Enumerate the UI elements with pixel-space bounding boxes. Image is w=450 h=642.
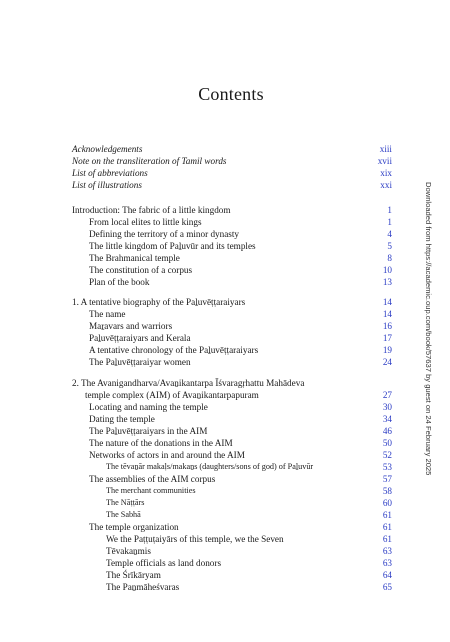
page-title: Contents — [198, 84, 264, 104]
toc-entry-label: Defining the territory of a minor dynasty — [89, 229, 240, 239]
toc-entry-label: A tentative chronology of the Paḻuvēṭṭaraiyars — [89, 345, 259, 355]
toc-entry[interactable] — [0, 167, 450, 179]
toc-entry[interactable] — [0, 240, 450, 252]
toc-entry[interactable] — [0, 473, 450, 485]
toc-entry-page[interactable]: 63 — [382, 546, 392, 556]
toc-entry-label: temple complex (AIM) of Avaṉikantarpapuram — [85, 390, 259, 400]
toc-entry-page[interactable]: 1 — [387, 217, 392, 227]
toc-entry-page[interactable]: 65 — [382, 582, 392, 592]
toc-entry[interactable] — [0, 485, 450, 497]
toc-entry[interactable] — [0, 143, 450, 155]
toc-entry[interactable] — [0, 533, 450, 545]
toc-entry[interactable] — [0, 389, 450, 401]
toc-entry[interactable] — [0, 449, 450, 461]
download-watermark — [424, 182, 436, 502]
toc-entry-label: Paḻuvēṭṭaraiyars and Kerala — [89, 333, 191, 343]
toc-entry-label: Tēvakaṉmis — [106, 546, 151, 556]
toc-entry-page[interactable]: 58 — [382, 486, 392, 496]
toc-entry[interactable] — [0, 179, 450, 191]
toc-entry-page[interactable]: 5 — [387, 241, 392, 251]
toc-entry-label: The Brahmanical temple — [89, 253, 180, 263]
toc-entry[interactable] — [0, 228, 450, 240]
toc-entry-label: 1. A tentative biography of the Paḻuvēṭṭaraiyars — [72, 297, 246, 307]
toc-entry-page[interactable]: 14 — [382, 297, 392, 307]
toc-entry-label: The tēvaṉār makaḷs/makaṉs (daughters/sons of god) of Paḻuvūr — [106, 462, 314, 471]
toc-entry-page[interactable]: 8 — [387, 253, 392, 263]
toc-entry-label: Introduction: The fabric of a little kingdom — [72, 205, 231, 215]
toc-entry-page[interactable]: 63 — [382, 558, 392, 568]
toc-entry-label: The Paṉmāheśvaras — [106, 582, 180, 592]
toc-entry-page[interactable]: 34 — [382, 414, 392, 424]
toc-entry[interactable] — [0, 425, 450, 437]
toc-entry-page[interactable]: 61 — [382, 522, 392, 532]
toc-entry-label: We the Paṭṭuṭaiyārs of this temple, we the Seven — [106, 534, 284, 544]
toc-entry-page[interactable]: xix — [380, 168, 392, 178]
toc-entry-label: Locating and naming the temple — [89, 402, 208, 412]
toc-entry[interactable] — [0, 155, 450, 167]
toc-entry[interactable] — [0, 344, 450, 356]
toc-entry-page[interactable]: 1 — [387, 205, 392, 215]
toc-entry-page[interactable]: 24 — [382, 357, 392, 367]
toc-entry[interactable] — [0, 521, 450, 533]
toc-entry[interactable] — [0, 545, 450, 557]
toc-entry-page[interactable]: 19 — [382, 345, 392, 355]
toc-entry-label: The Nāṭṭārs — [106, 498, 145, 507]
toc-entry-page[interactable]: 17 — [382, 333, 392, 343]
toc-entry-page[interactable]: 61 — [382, 510, 392, 520]
toc-entry[interactable] — [0, 296, 450, 308]
toc-entry-page[interactable]: xxi — [380, 180, 392, 190]
toc-entry-label: Dating the temple — [89, 414, 155, 424]
toc-entry-page[interactable]: 57 — [382, 474, 392, 484]
toc-entry-label: Acknowledgements — [72, 144, 143, 154]
toc-entry[interactable] — [0, 401, 450, 413]
toc-entry[interactable] — [0, 509, 450, 521]
toc-entry-label: The constitution of a corpus — [89, 265, 193, 275]
toc-entry-page[interactable]: 10 — [382, 265, 392, 275]
toc-entry-label: Note on the transliteration of Tamil words — [72, 156, 227, 166]
toc-entry[interactable] — [0, 276, 450, 288]
toc-entry[interactable] — [0, 557, 450, 569]
toc-entry-label: The merchant communities — [106, 486, 196, 495]
toc-entry-page[interactable]: xiii — [379, 144, 392, 154]
toc-entry-label: Networks of actors in and around the AIM — [89, 450, 245, 460]
toc-entry-label: The Sabhā — [106, 510, 141, 519]
toc-entry-label: The little kingdom of Paḻuvūr and its temples — [89, 241, 256, 251]
toc-entry-label: The nature of the donations in the AIM — [89, 438, 233, 448]
toc-entry-label: The name — [89, 309, 126, 319]
toc-entry[interactable] — [0, 204, 450, 216]
toc-entry-label: Maṟavars and warriors — [89, 321, 173, 331]
toc-entry-label: From local elites to little kings — [89, 217, 202, 227]
toc-entry[interactable] — [0, 320, 450, 332]
toc-entry-page[interactable]: 13 — [382, 277, 392, 287]
toc-entry-page[interactable]: 52 — [382, 450, 392, 460]
toc-entry-label: List of abbreviations — [72, 168, 148, 178]
toc-entry[interactable] — [0, 413, 450, 425]
toc-entry-label: The assemblies of the AIM corpus — [89, 474, 216, 484]
toc-entry-page[interactable]: 64 — [382, 570, 392, 580]
toc-entry[interactable] — [0, 437, 450, 449]
toc-entry-label: Plan of the book — [89, 277, 150, 287]
toc-entry-page[interactable]: 61 — [382, 534, 392, 544]
toc-entry[interactable] — [0, 581, 450, 593]
toc-entry[interactable] — [0, 216, 450, 228]
toc-entry[interactable] — [0, 497, 450, 509]
toc-entry-page[interactable]: 50 — [382, 438, 392, 448]
toc-entry-label: List of illustrations — [72, 180, 142, 190]
toc-entry[interactable] — [0, 308, 450, 320]
toc-entry-label: The Śrīkāryam — [106, 570, 161, 580]
toc-entry-page[interactable]: xvii — [377, 156, 392, 166]
toc-entry-label: 2. The Avanigandharva/Avaṉikantarpa Īśvaragṛhattu Mahādeva — [72, 378, 305, 388]
toc-entry[interactable] — [0, 356, 450, 368]
toc-entry-page[interactable]: 16 — [382, 321, 392, 331]
toc-entry-label: The temple organization — [89, 522, 179, 532]
toc-entry[interactable] — [0, 264, 450, 276]
toc-entry-label: The Paḻuvēṭṭaraiyars in the AIM — [89, 426, 208, 436]
toc-entry-label: The Paḻuvēṭṭaraiyar women — [89, 357, 191, 367]
toc-entry-label: Temple officials as land donors — [106, 558, 222, 568]
toc-entry[interactable] — [0, 569, 450, 581]
toc-entry-page[interactable]: 46 — [382, 426, 392, 436]
toc-entry[interactable] — [0, 252, 450, 264]
toc-entry-page[interactable]: 53 — [382, 462, 392, 472]
toc-entry[interactable] — [0, 377, 450, 389]
toc-entry-page[interactable]: 14 — [382, 309, 392, 319]
toc-entry-page[interactable]: 60 — [382, 498, 392, 508]
download-watermark-text: Downloaded from https://academic.oup.com/book/57637 by guest on 24 February 2025 — [424, 182, 433, 476]
toc-entry-page[interactable]: 4 — [387, 229, 392, 239]
toc-entry[interactable] — [0, 461, 450, 473]
toc-entry-page[interactable]: 30 — [382, 402, 392, 412]
toc-entry-page[interactable]: 27 — [382, 390, 392, 400]
toc-entry[interactable] — [0, 332, 450, 344]
